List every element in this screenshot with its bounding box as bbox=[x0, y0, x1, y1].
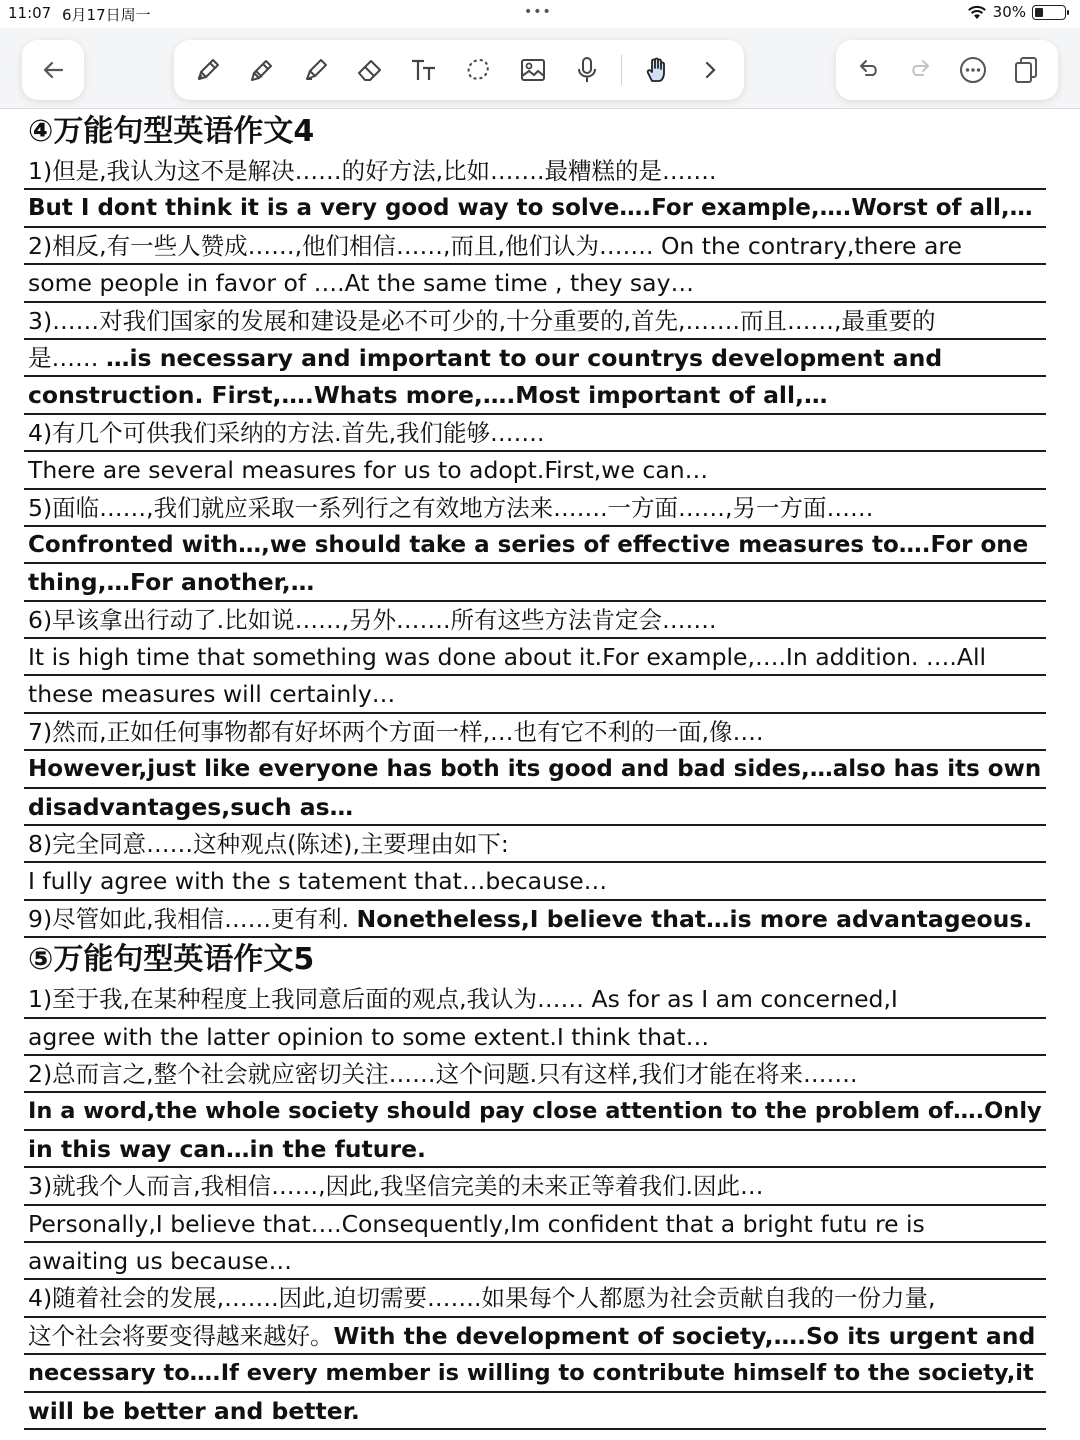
note-line: necessary to….If every member is willing to contribute himself to the society,it bbox=[24, 1355, 1046, 1392]
document-actions bbox=[836, 40, 1058, 100]
hand-touch-icon bbox=[641, 55, 671, 85]
note-line: Personally,I believe that….Consequently,Im confident that a bright futu re is bbox=[24, 1206, 1046, 1243]
pen-icon bbox=[193, 55, 223, 85]
status-bar bbox=[0, 0, 1080, 28]
note-line: 4)随着社会的发展,…….因此,迫切需要…….如果每个人都愿为社会贡献自我的一份力量, bbox=[24, 1280, 1046, 1317]
note-line: 1)至于我,在某种程度上我同意后面的观点,我认为…… As for as I am concerned,I bbox=[24, 981, 1046, 1018]
note-line: 8)完全同意……这种观点(陈述),主要理由如下: bbox=[24, 826, 1046, 863]
note-line: 2)总而言之,整个社会就应密切关注……这个问题.只有这样,我们才能在将来……. bbox=[24, 1056, 1046, 1093]
note-line: But I dont think it is a very good way to solve….For example,….Worst of all,… bbox=[24, 190, 1046, 227]
status-date: 6月17日周一 bbox=[62, 6, 151, 24]
more-tools-button[interactable] bbox=[690, 50, 730, 90]
note-line-bold-text: Nonetheless,I believe that…is more advantageous. bbox=[356, 904, 1033, 933]
touch-tool[interactable] bbox=[636, 50, 676, 90]
note-line: However,just like everyone has both its good and bad sides,…also has its own bbox=[24, 751, 1046, 788]
image-icon bbox=[518, 55, 548, 85]
note-line: 3)……对我们国家的发展和建设是必不可少的,十分重要的,首先,…….而且……,最重要的 bbox=[24, 303, 1046, 340]
eraser-icon bbox=[355, 55, 385, 85]
more-icon bbox=[958, 55, 988, 85]
text-tool[interactable] bbox=[404, 50, 444, 90]
microphone-icon bbox=[572, 55, 602, 85]
note-line: 1)但是,我认为这不是解决……的好方法,比如…….最糟糕的是……. bbox=[24, 153, 1046, 190]
pencil-icon bbox=[247, 55, 277, 85]
status-time: 11:07 bbox=[8, 4, 52, 22]
note-line: some people in favor of ….At the same time , they say… bbox=[24, 265, 1046, 302]
wifi-icon bbox=[967, 5, 987, 20]
highlighter-icon bbox=[301, 55, 331, 85]
redo-button[interactable] bbox=[901, 50, 941, 90]
note-line: disadvantages,such as… bbox=[24, 789, 1046, 826]
note-line-bold-text: With the development of society,….So its urgent and bbox=[333, 1321, 1036, 1350]
pages-button[interactable] bbox=[1006, 50, 1046, 90]
note-line bbox=[24, 340, 1046, 377]
pen-tool[interactable] bbox=[188, 50, 228, 90]
note-line-text: 9)尽管如此,我相信……更有利. bbox=[28, 904, 357, 933]
chevron-right-icon bbox=[695, 55, 725, 85]
note-line: It is high time that something was done about it.For example,….In addition. ….All bbox=[24, 639, 1046, 676]
undo-button[interactable] bbox=[848, 50, 888, 90]
note-line: construction. First,….Whats more,….Most important of all,… bbox=[24, 377, 1046, 414]
voice-tool[interactable] bbox=[567, 50, 607, 90]
lasso-tool[interactable] bbox=[458, 50, 498, 90]
note-line: 7)然而,正如任何事物都有好坏两个方面一样,…也有它不利的一面,像…. bbox=[24, 714, 1046, 751]
note-line: thing,…For another,… bbox=[24, 564, 1046, 601]
note-line bbox=[24, 1318, 1046, 1355]
note-line: 4)有几个可供我们采纳的方法.首先,我们能够……. bbox=[24, 415, 1046, 452]
note-line: 6)早该拿出行动了.比如说……,另外…….所有这些方法肯定会……. bbox=[24, 602, 1046, 639]
pencil-tool[interactable] bbox=[242, 50, 282, 90]
more-button[interactable] bbox=[953, 50, 993, 90]
note-line: in this way can…in the future. bbox=[24, 1131, 1046, 1168]
lasso-icon bbox=[463, 55, 493, 85]
battery-icon bbox=[1032, 5, 1066, 20]
tool-palette bbox=[174, 40, 744, 100]
image-tool[interactable] bbox=[513, 50, 553, 90]
toolbar bbox=[0, 28, 1080, 109]
toolbar-divider bbox=[621, 55, 622, 85]
note-line: There are several measures for us to adopt.First,we can… bbox=[24, 452, 1046, 489]
note-line: 2)相反,有一些人赞成……,他们相信……,而且,他们认为……. On the contrary,there are bbox=[24, 228, 1046, 265]
undo-icon bbox=[853, 55, 883, 85]
back-button[interactable] bbox=[22, 40, 84, 100]
note-line: Confronted with…,we should take a series of effective measures to….For one bbox=[24, 527, 1046, 564]
note-document[interactable] bbox=[24, 110, 1046, 1430]
note-line-bold-text: …is necessary and important to our countrys development and bbox=[105, 343, 943, 372]
note-line: I fully agree with the s tatement that…because… bbox=[24, 863, 1046, 900]
note-line: will be better and better. bbox=[24, 1393, 1046, 1430]
pages-icon bbox=[1011, 55, 1041, 85]
text-tool-icon bbox=[409, 55, 439, 85]
note-line: awaiting us because… bbox=[24, 1243, 1046, 1280]
eraser-tool[interactable] bbox=[350, 50, 390, 90]
section-heading: ⑤万能句型英语作文5 bbox=[28, 942, 315, 978]
note-line: 3)就我个人而言,我相信……,因此,我坚信完美的未来正等着我们.因此… bbox=[24, 1168, 1046, 1205]
note-line-text: 是…… bbox=[28, 343, 106, 372]
section-heading: ④万能句型英语作文4 bbox=[28, 114, 315, 149]
note-line bbox=[24, 901, 1046, 938]
status-indicators bbox=[967, 3, 1066, 21]
note-line-text: 这个社会将要变得越来越好。 bbox=[28, 1321, 334, 1350]
battery-percent: 30% bbox=[992, 3, 1026, 21]
multitasking-dots[interactable]: ••• bbox=[524, 4, 552, 20]
highlighter-tool[interactable] bbox=[296, 50, 336, 90]
note-line: 5)面临……,我们就应采取一系列行之有效地方法来…….一方面……,另一方面…… bbox=[24, 490, 1046, 527]
note-line: In a word,the whole society should pay close attention to the problem of….Only bbox=[24, 1093, 1046, 1130]
note-line: agree with the latter opinion to some extent.I think that… bbox=[24, 1019, 1046, 1056]
note-line: these measures will certainly… bbox=[24, 676, 1046, 713]
arrow-left-icon bbox=[38, 55, 68, 85]
battery-level bbox=[1035, 8, 1043, 17]
redo-icon bbox=[906, 55, 936, 85]
